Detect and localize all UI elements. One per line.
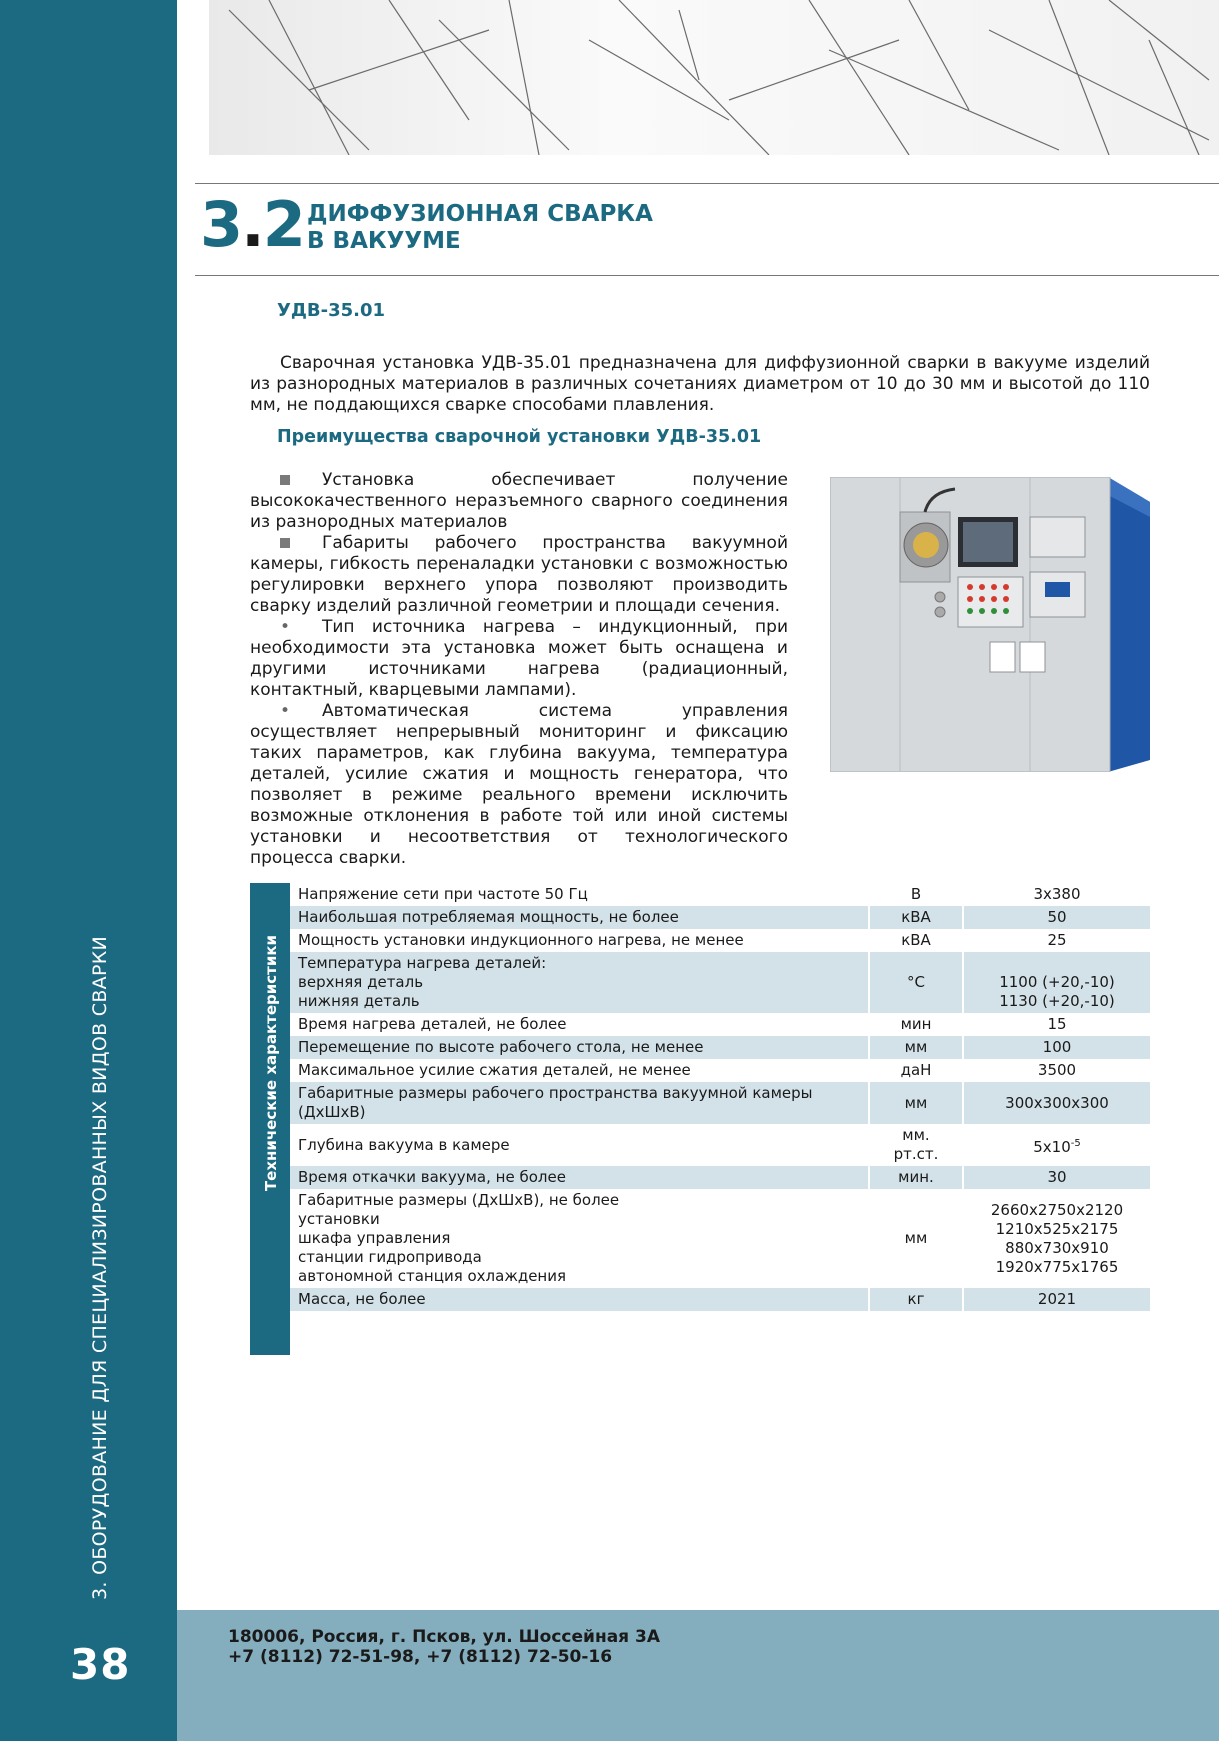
spec-unit: В [869, 883, 963, 906]
spec-value: 300х300х300 [963, 1082, 1150, 1124]
spec-unit: мм [869, 1189, 963, 1288]
header-decorative-image [209, 0, 1219, 155]
spec-value-exponent: -5 [1070, 1137, 1081, 1149]
spec-name: Габаритные размеры рабочего пространства вакуумной камеры (ДхШхВ) [290, 1082, 869, 1124]
advantage-item: Габариты рабочего пространства вакуумной камеры, гибкость переналадки установки с возможностью регулировки верхнего упора позволяют производить сварку изделий различной геометрии и площади сечения. [250, 533, 788, 616]
advantage-item: • Тип источника нагрева – индукционный, при необходимости эта установка может быть оснащена и другими источниками нагрева (радиационный, контактный, кварцевыми лампами). [250, 617, 788, 700]
spec-value: 3х380 [1033, 885, 1081, 903]
dot-bullet-icon: • [280, 701, 291, 721]
spec-row [290, 906, 1150, 929]
spec-row [290, 1189, 1150, 1288]
footer-address: 180006, Россия, г. Псков, ул. Шоссейная 3А [228, 1627, 660, 1647]
spec-unit: мин. [869, 1166, 963, 1189]
welding-machine-photo [830, 477, 1150, 772]
spec-unit: даН [869, 1059, 963, 1082]
advantages-title: Преимущества сварочной установки УДВ-35.01 [277, 427, 762, 447]
spec-row [290, 1288, 1150, 1311]
spec-row [290, 1059, 1150, 1082]
spec-unit: мм [869, 1036, 963, 1059]
section-title: ДИФФУЗИОННАЯ СВАРКА В ВАКУУМЕ [307, 201, 653, 254]
page-number: 38 [70, 1640, 131, 1689]
spec-name: Напряжение сети при частоте 50 Гц [290, 883, 869, 906]
spec-name: Время откачки вакуума, не более [290, 1166, 869, 1189]
spec-row [290, 1124, 1150, 1166]
advantage-item: • Автоматическая система управления осуществляет непрерывный мониторинг и фиксацию таких параметров, как глубина вакуума, температура деталей, усилие сжатия и мощность генератора, что позволяет в режиме реального времени исключить возможные отклонения в работе той или иной системы установки и несоответствия от технологического процесса сварки. [250, 701, 788, 868]
spec-name: Температура нагрева деталей: верхняя деталь нижняя деталь [290, 952, 869, 1013]
spec-row [290, 1013, 1150, 1036]
dot-bullet-icon: • [280, 617, 291, 637]
spec-name: Максимальное усилие сжатия деталей, не менее [290, 1059, 869, 1082]
spec-row [290, 1036, 1150, 1059]
spec-name: Масса, не более [290, 1288, 869, 1311]
spec-row [290, 1082, 1150, 1124]
spec-value: 25 [1047, 931, 1067, 949]
title-rule-bottom [195, 275, 1219, 276]
model-name: УДВ-35.01 [277, 300, 386, 321]
spec-unit: мм. рт.ст. [869, 1124, 963, 1166]
spec-name: Перемещение по высоте рабочего стола, не менее [290, 1036, 869, 1059]
footer-phones: +7 (8112) 72-51-98, +7 (8112) 72-50-16 [228, 1647, 613, 1667]
spec-row [290, 1166, 1150, 1189]
spec-unit: °С [869, 952, 963, 1013]
spec-name: Время нагрева деталей, не более [290, 1013, 869, 1036]
spec-unit: кг [869, 1288, 963, 1311]
spec-row [290, 929, 1150, 952]
section-number: 3.2 [200, 188, 304, 261]
intro-paragraph: Сварочная установка УДВ-35.01 предназначена для диффузионной сварки в вакууме изделий из разнородных материалов в различных сочетаниях диаметром от 10 до 30 мм и высотой до 110 мм, не поддающихся сварке способами плавления. [250, 353, 1150, 415]
spec-value: 30 [963, 1166, 1150, 1189]
spec-name: Мощность установки индукционного нагрева, не менее [290, 929, 869, 952]
spec-value: 50 [963, 906, 1150, 929]
spec-value: 100 [963, 1036, 1150, 1059]
spec-name: Габаритные размеры (ДхШхВ), не более установки шкафа управления станции гидропривода автономной станция охлаждения [290, 1189, 869, 1288]
spec-value: 2660х2750х2120 1210х525х2175 880х730х910 1920х775х1765 [990, 1200, 1124, 1276]
spec-name: Глубина вакуума в камере [290, 1124, 869, 1166]
spec-value: 2021 [963, 1288, 1150, 1311]
square-bullet-icon [280, 533, 322, 554]
spec-unit: кВА [869, 906, 963, 929]
spec-value: 15 [1047, 1015, 1067, 1033]
spec-value: $5х10^{-5}$ [1033, 1137, 1081, 1156]
specs-grid [290, 883, 1150, 1311]
spec-unit: мм [869, 1082, 963, 1124]
spec-unit: мин [869, 1013, 963, 1036]
specs-side-label: Технические характеристики [250, 883, 290, 1355]
spec-value: 3500 [1037, 1061, 1077, 1079]
spec-unit: кВА [869, 929, 963, 952]
square-bullet-icon [280, 470, 322, 491]
section-caption: 3. ОБОРУДОВАНИЕ ДЛЯ СПЕЦИАЛИЗИРОВАННЫХ ВИДОВ СВАРКИ [89, 935, 111, 1600]
advantage-item: Установка обеспечивает получение высококачественного неразъемного сварного соединения из разнородных материалов [250, 470, 788, 532]
sidebar [0, 0, 177, 1741]
spec-value: 1100 (+20,-10) 1130 (+20,-10) [963, 952, 1150, 1013]
spec-name: Наибольшая потребляемая мощность, не более [290, 906, 869, 929]
spec-row [290, 883, 1150, 906]
title-rule-top [195, 183, 1219, 184]
advantages-list [250, 470, 788, 869]
spec-row [290, 952, 1150, 1013]
